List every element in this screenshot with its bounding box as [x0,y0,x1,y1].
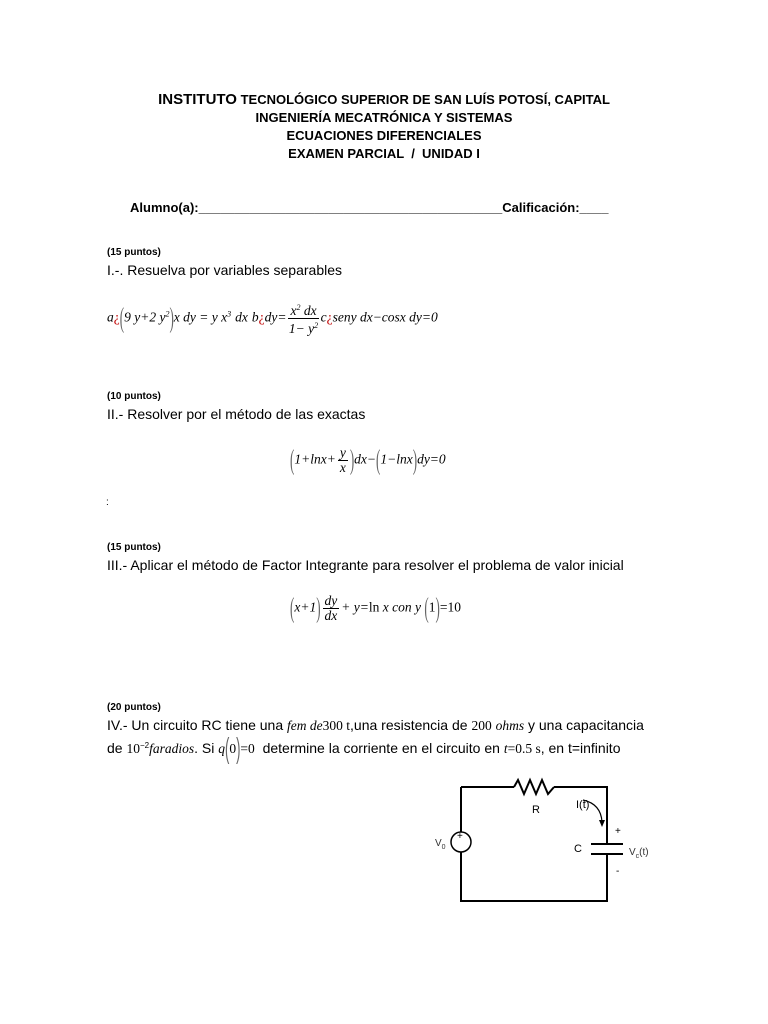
cap-plus-label: + [615,826,621,837]
resistor-symbol [514,780,554,794]
q2-equation: (1+lnx+ $\frac{y}{x}$ )dx−(1−lnx)dy=0 [290,441,446,475]
stray-mark: : [106,497,109,508]
source-plus-label: + [457,831,463,842]
header-career: INGENIERÍA MECATRÓNICA Y SISTEMAS [255,110,513,125]
capacitor-gap [600,845,614,853]
current-arrowhead-icon [599,820,605,827]
exam-header [0,91,768,163]
q1-points: (15 puntos) [107,247,161,258]
current-label: I(t) [576,799,590,811]
q1-text: I.-. Resuelva por variables separables [107,262,343,278]
resistor-label: R [532,804,540,816]
cap-minus-label: - [616,866,620,877]
q4-points: (20 puntos) [107,702,161,713]
q3-equation: (x+1) $\frac{dy}{dx}$ + y=ln x con y (1)=10 [290,589,461,623]
header-exam: EXAMEN PARCIAL / UNIDAD I [288,146,480,161]
grade-field[interactable]: Calificación:____ [502,200,609,215]
student-line [130,200,608,215]
header-subject: ECUACIONES DIFERENCIALES [286,128,482,143]
header-institution: TECNOLÓGICO SUPERIOR DE SAN LUÍS POTOSÍ, CAPITAL [240,92,610,107]
cap-voltage-label: $V_c(t)$ [629,847,649,860]
q4-text: IV.- Un circuito RC tiene una fem de300 t,una resistencia de 200 ohms y una capacitancia de $10^{-2}faradios$. Si q(0)=0 determine la corriente en el circuito en t=0.5 s, en t=infinito [107,717,644,765]
q1-equation: a¿(9 y+2 $y^2)x$ dy = y $x^3$ dx b¿dy= $\frac{x^2 dx}{1- y^2}$ c¿seny dx−cosx dy=0 [107,299,438,336]
q2-points: (10 puntos) [107,391,161,402]
header-word-instituto: INSTITUTO [158,91,237,108]
capacitor-label: C [574,843,582,855]
rc-circuit-diagram [425,776,665,906]
header-line-1 [0,91,768,109]
q3-text: III.- Aplicar el método de Factor Integrante para resolver el problema de valor inicial [107,557,624,573]
q3-points: (15 puntos) [107,542,161,553]
source-voltage-label: $V_0$ [435,838,446,851]
student-name-field[interactable]: Alumno(a):__________________________________________ [130,200,503,215]
q2-text: II.- Resolver por el método de las exactas [107,406,366,422]
